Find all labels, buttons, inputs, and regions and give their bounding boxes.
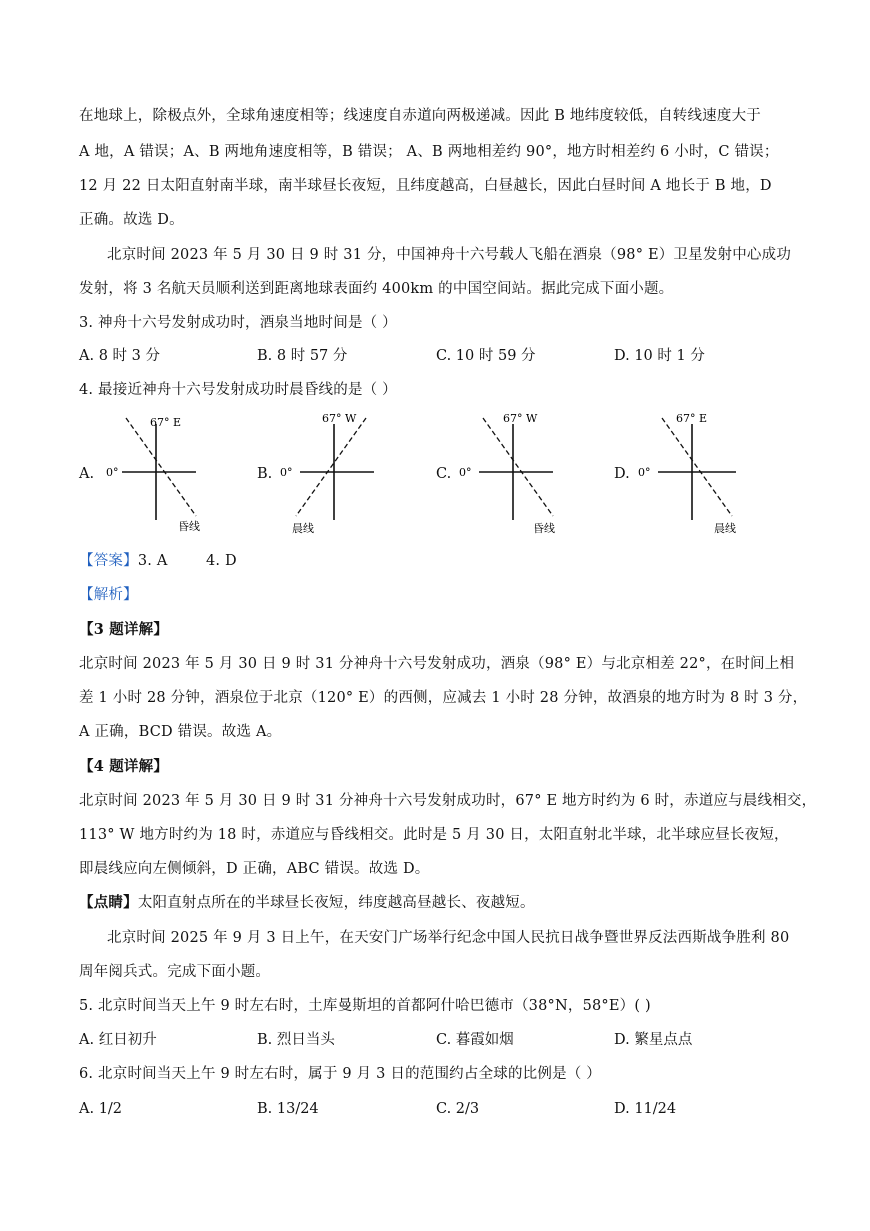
answer-text: 3. A 4. D — [137, 553, 237, 569]
text-line: 正确。故选 D。 — [79, 212, 184, 228]
answer-line — [79, 551, 237, 571]
q4-diagram-a — [100, 408, 220, 540]
text-line: 12 月 22 日太阳直射南半球，南半球昼长夜短，且纬度越高，白昼越长，因此白昼时间 A 地长于 B 地，D — [79, 178, 772, 194]
text-line: 113° W 地方时约为 18 时，赤道应与昏线相交。此时是 5 月 30 日，太阳直射北半球，北半球应昼长夜短， — [79, 827, 789, 843]
q5-option-a: A. 红日初升 — [79, 1032, 157, 1048]
terminator-label: 昏线 — [533, 522, 555, 535]
meridian-label: 67° E — [150, 416, 182, 429]
tip-line — [79, 893, 535, 913]
text-line: A 地，A 错误；A、B 两地角速度相等，B 错误； A、B 两地相差约 90°，地方时相差约 6 小时，C 错误； — [79, 144, 779, 160]
terminator-label: 昏线 — [178, 520, 200, 533]
meridian-label: 67° E — [676, 412, 708, 425]
equator-label: 0° — [106, 466, 119, 479]
answer-tag: 【答案】 — [79, 553, 138, 569]
q6-option-b: B. 13/24 — [257, 1101, 319, 1117]
terminator-label: 晨线 — [292, 522, 314, 535]
q4-diagram-b — [278, 408, 398, 540]
q5-option-d: D. 繁星点点 — [614, 1032, 693, 1048]
q4-option-b-letter: B. — [257, 466, 273, 482]
detail-4-tag: 【4 题详解】 — [79, 758, 169, 775]
text-line: 北京时间 2023 年 5 月 30 日 9 时 31 分，中国神舟十六号载人飞船在酒泉（98° E）卫星发射中心成功 — [107, 247, 792, 263]
tip-text: 太阳直射点所在的半球昼长夜短，纬度越高昼越长、夜越短。 — [137, 895, 535, 911]
equator-label: 0° — [638, 466, 651, 479]
terminator-label: 晨线 — [714, 522, 736, 535]
q4-option-c-letter: C. — [436, 466, 452, 482]
q5-option-c: C. 暮霞如烟 — [436, 1032, 514, 1048]
q3-option-c: C. 10 时 59 分 — [436, 348, 536, 364]
text-line: 差 1 小时 28 分钟，酒泉位于北京（120° E）的西侧，应减去 1 小时 28 分钟，故酒泉的地方时为 8 时 3 分， — [79, 690, 808, 706]
meridian-label: 67° W — [322, 412, 357, 425]
equator-label: 0° — [280, 466, 293, 479]
analysis-tag: 【解析】 — [79, 587, 138, 603]
question-6-stem: 6. 北京时间当天上午 9 时左右时，属于 9 月 3 日的范围约占全球的比例是（ ） — [79, 1066, 601, 1082]
text-line: 在地球上，除极点外，全球角速度相等；线速度自赤道向两极递减。因此 B 地纬度较低，自转线速度大于 — [79, 108, 761, 124]
text-line: 即晨线应向左侧倾斜，D 正确，ABC 错误。故选 D。 — [79, 861, 430, 877]
q3-option-b: B. 8 时 57 分 — [257, 348, 348, 364]
q3-option-a: A. 8 时 3 分 — [79, 348, 160, 364]
text-line: 周年阅兵式。完成下面小题。 — [79, 964, 271, 980]
q6-option-a: A. 1/2 — [79, 1101, 123, 1117]
q5-option-b: B. 烈日当头 — [257, 1032, 335, 1048]
question-5-stem: 5. 北京时间当天上午 9 时左右时，土库曼斯坦的首都阿什哈巴德市（38°N，58°E）( ) — [79, 998, 651, 1014]
text-line: 发射，将 3 名航天员顺利送到距离地球表面约 400km 的中国空间站。据此完成下面小题。 — [79, 281, 674, 297]
q6-option-d: D. 11/24 — [614, 1101, 677, 1117]
text-line: 北京时间 2023 年 5 月 30 日 9 时 31 分神舟十六号发射成功时，67° E 地方时约为 6 时，赤道应与晨线相交， — [79, 793, 817, 809]
tip-tag: 【点睛】 — [79, 894, 138, 911]
q4-option-a-letter: A. — [79, 466, 95, 482]
q3-option-d: D. 10 时 1 分 — [614, 348, 705, 364]
question-3-stem: 3. 神舟十六号发射成功时，酒泉当地时间是（ ） — [79, 315, 397, 331]
q4-diagram-d — [636, 408, 756, 540]
text-line: A 正确，BCD 错误。故选 A。 — [79, 724, 282, 740]
question-4-stem: 4. 最接近神舟十六号发射成功时晨昏线的是（ ） — [79, 382, 397, 398]
equator-label: 0° — [459, 466, 472, 479]
meridian-label: 67° W — [503, 412, 538, 425]
detail-3-tag: 【3 题详解】 — [79, 621, 169, 638]
q6-option-c: C. 2/3 — [436, 1101, 480, 1117]
text-line: 北京时间 2023 年 5 月 30 日 9 时 31 分神舟十六号发射成功，酒泉（98° E）与北京相差 22°，在时间上相 — [79, 656, 795, 672]
text-line: 北京时间 2025 年 9 月 3 日上午，在天安门广场举行纪念中国人民抗日战争暨世界反法西斯战争胜利 80 — [107, 930, 790, 946]
q4-option-d-letter: D. — [614, 466, 630, 482]
q4-diagram-c — [457, 408, 577, 540]
